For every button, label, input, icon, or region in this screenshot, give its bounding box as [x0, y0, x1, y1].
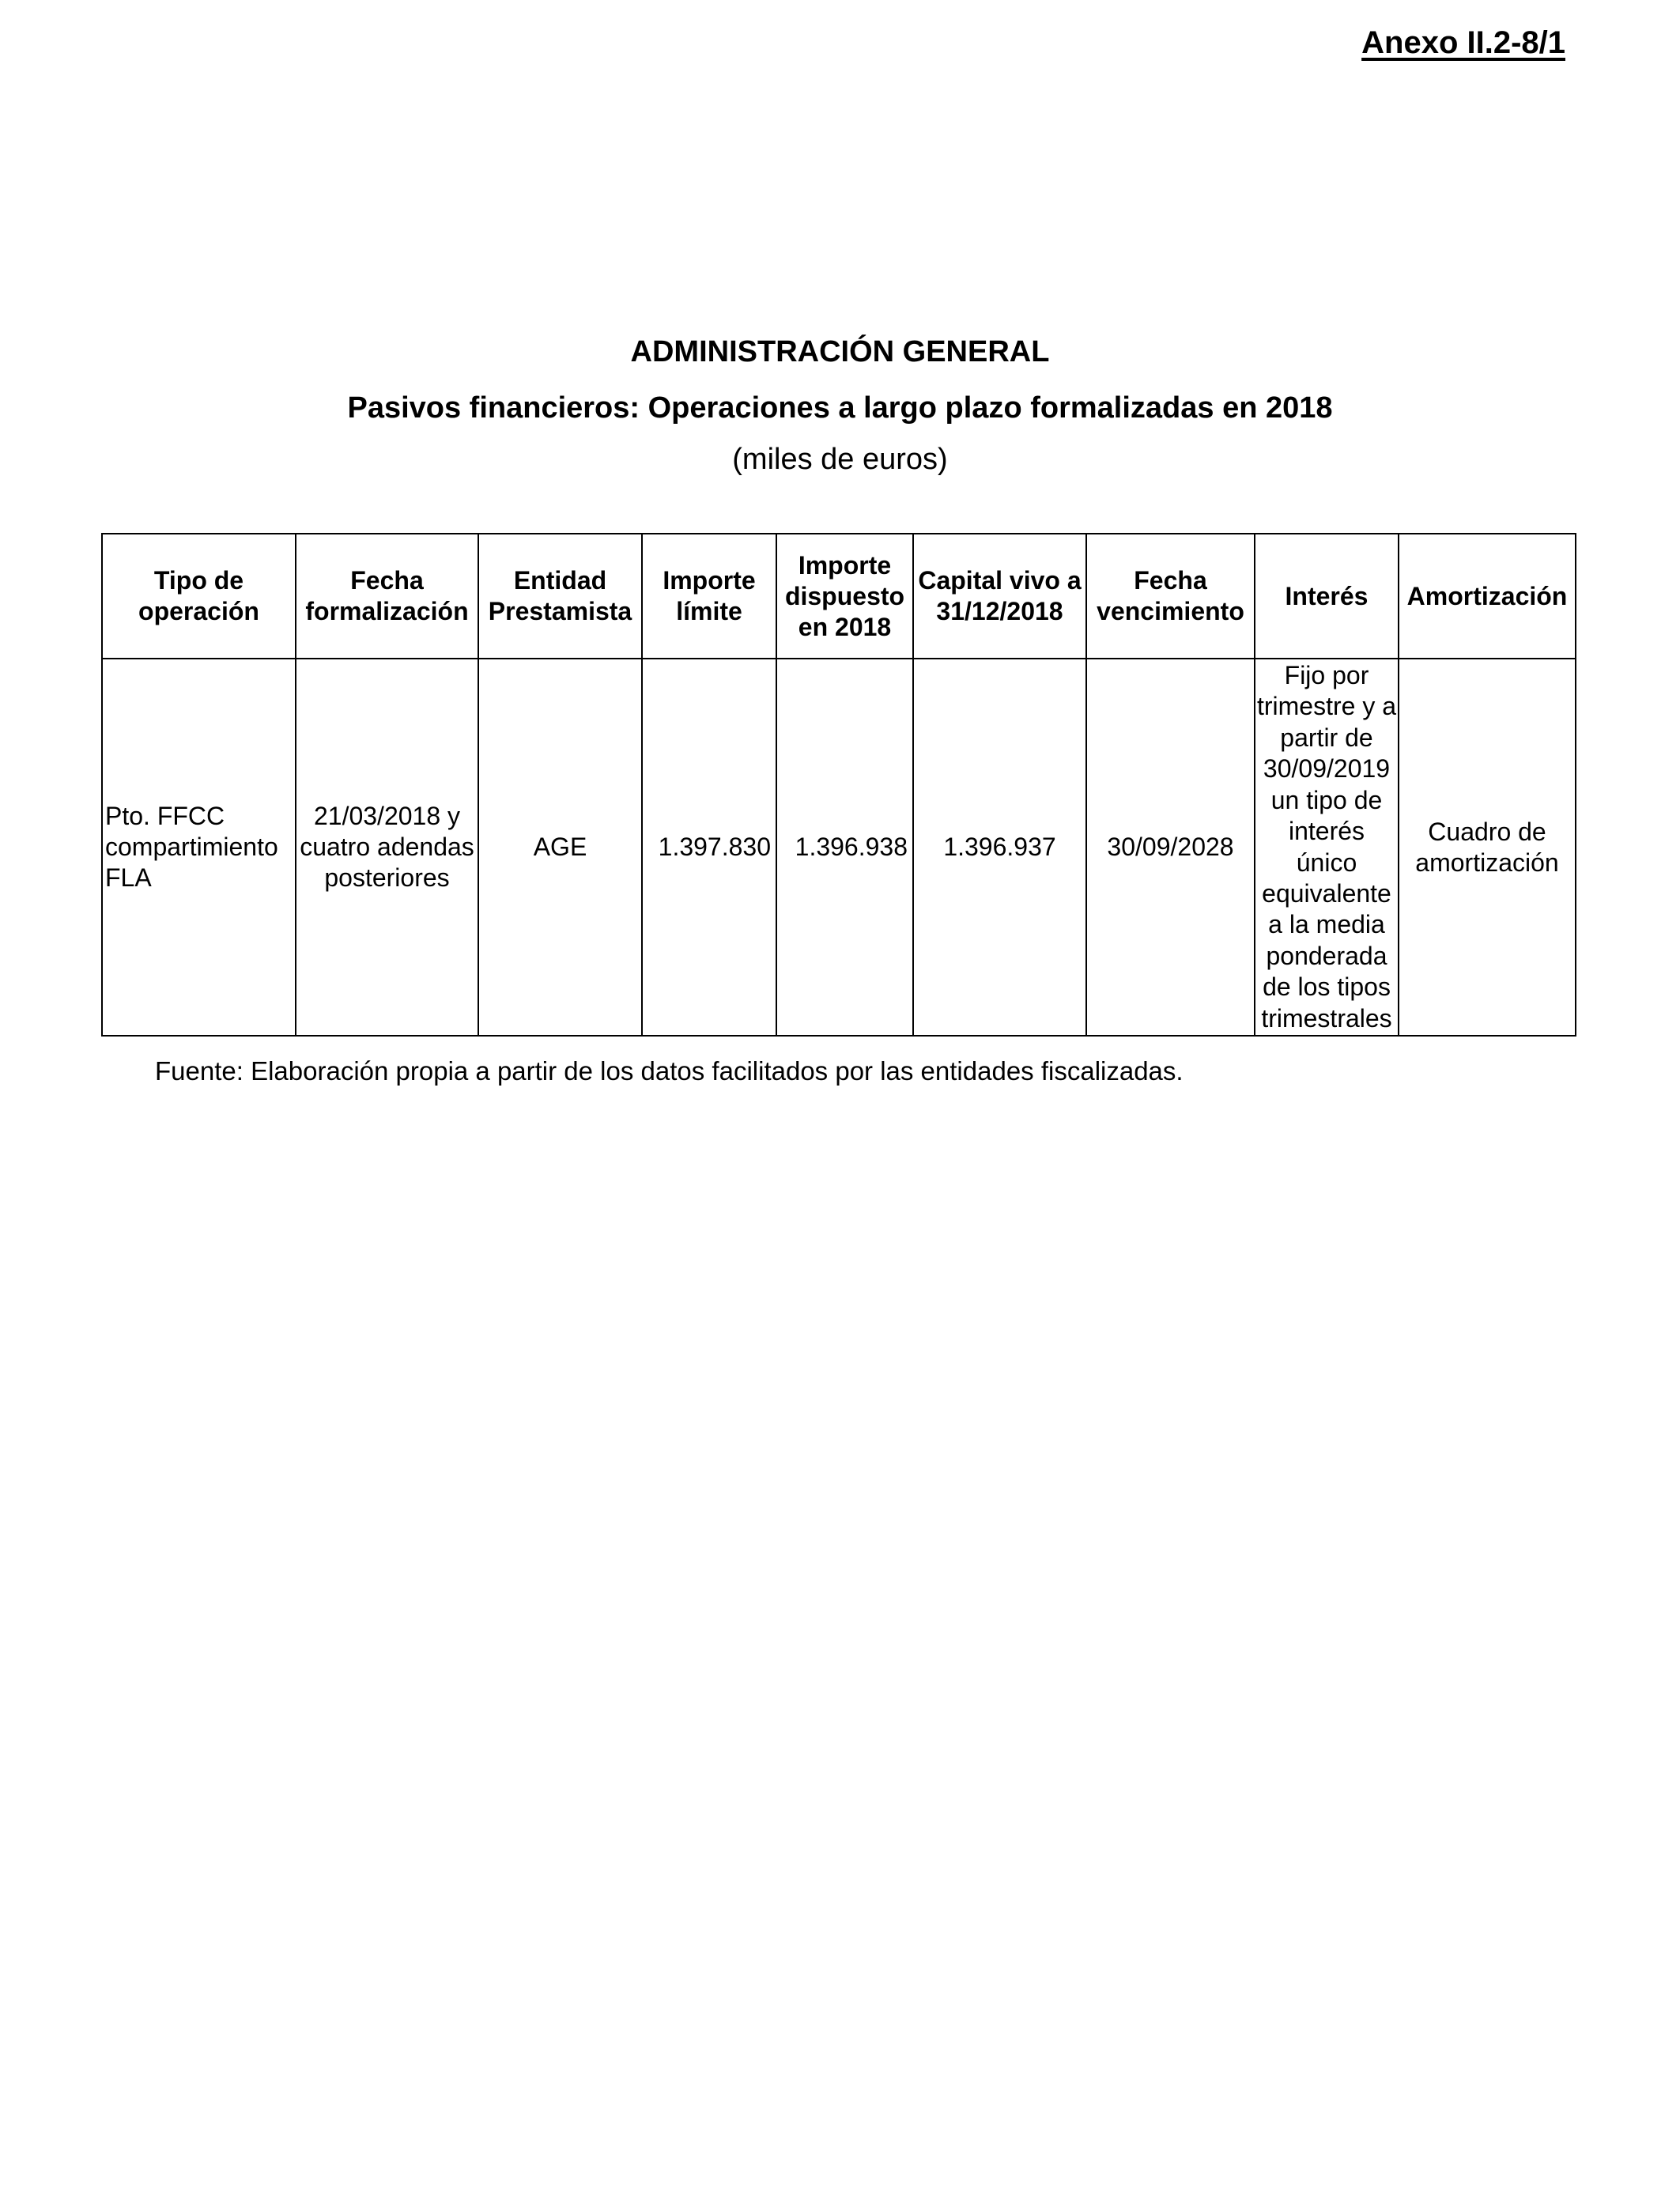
- cell-fecha-formalizacion: 21/03/2018 y cuatro adendas posteriores: [296, 659, 478, 1036]
- header-interes: Interés: [1255, 534, 1399, 659]
- operations-table: [101, 533, 1576, 1037]
- header-importe-dispuesto: Importe dispuesto en 2018: [776, 534, 913, 659]
- header-fecha-vencimiento: Fecha vencimiento: [1086, 534, 1255, 659]
- table-row: [102, 659, 1576, 1036]
- cell-amortizacion: Cuadro de amortización: [1399, 659, 1576, 1036]
- header-entidad-prestamista: Entidad Prestamista: [478, 534, 642, 659]
- cell-importe-dispuesto: 1.396.938: [776, 659, 913, 1036]
- header-amortizacion: Amortización: [1399, 534, 1576, 659]
- source-note: Fuente: Elaboración propia a partir de los datos facilitados por las entidades fiscalizadas.: [155, 1056, 1184, 1086]
- header-tipo-operacion: Tipo de operación: [102, 534, 296, 659]
- cell-fecha-vencimiento: 30/09/2028: [1086, 659, 1255, 1036]
- cell-tipo-operacion: Pto. FFCC compartimiento FLA: [102, 659, 296, 1036]
- header-importe-limite: Importe límite: [642, 534, 776, 659]
- units-note: (miles de euros): [732, 443, 948, 476]
- cell-entidad-prestamista: AGE: [478, 659, 642, 1036]
- document-subtitle: Pasivos financieros: Operaciones a largo plazo formalizadas en 2018: [347, 391, 1333, 425]
- cell-interes: Fijo por trimestre y a partir de 30/09/2019 un tipo de interés único equivalente a la media ponderada de los tipos trimestrales: [1255, 659, 1399, 1036]
- annex-reference: Anexo II.2-8/1: [1361, 25, 1565, 60]
- header-fecha-formalizacion: Fecha formalización: [296, 534, 478, 659]
- cell-importe-limite: 1.397.830: [642, 659, 776, 1036]
- table-header-row: [102, 534, 1576, 659]
- document-title: ADMINISTRACIÓN GENERAL: [630, 335, 1050, 368]
- header-capital-vivo: Capital vivo a 31/12/2018: [913, 534, 1086, 659]
- cell-capital-vivo: 1.396.937: [913, 659, 1086, 1036]
